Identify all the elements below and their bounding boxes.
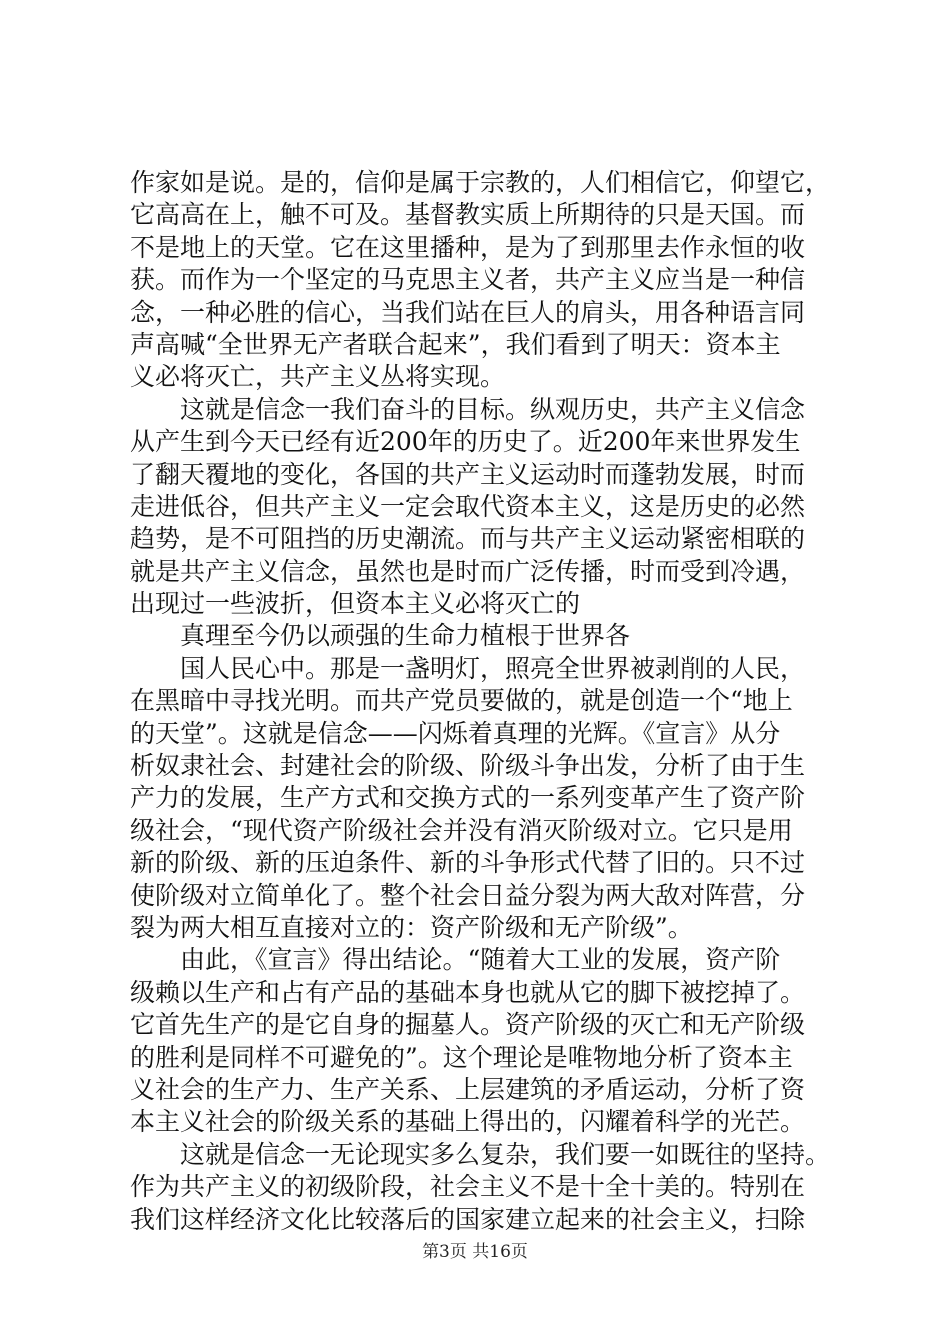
text-line: 这就是信念一我们奋斗的目标。纵观历史，共产主义信念	[180, 394, 806, 424]
text-line: 作为共产主义的初级阶段，社会主义不是十全十美的。特别在	[130, 1172, 806, 1202]
text-line: 的天堂”。这就是信念——闪烁着真理的光辉。《宣言》从分	[130, 718, 781, 748]
text-line: 念，一种必胜的信心，当我们站在巨人的肩头，用各种语言同	[130, 297, 806, 327]
text-line: 这就是信念一无论现实多么复杂，我们要一如既往的坚持。	[180, 1139, 831, 1169]
text-line: 义社会的生产力、生产关系、上层建筑的矛盾运动，分析了资	[130, 1074, 806, 1104]
text-line: 产力的发展，生产方式和交换方式的一系列变革产生了资产阶	[130, 783, 806, 813]
text-line: 从产生到今天已经有近200年的历史了。近200年来世界发生	[130, 427, 801, 457]
text-line: 义必将灭亡，共产主义丛将实现。	[130, 362, 506, 392]
page-footer: 第3页 共16页	[422, 1242, 528, 1262]
text-line: 趋势，是不可阻挡的历史潮流。而与共产主义运动紧密相联的	[130, 524, 806, 554]
text-line: 作家如是说。是的，信仰是属于宗教的，人们相信它，仰望它，	[130, 168, 831, 197]
text-line: 走进低谷，但共产主义一定会取代资本主义，这是历史的必然	[130, 491, 806, 521]
text-line: 我们这样经济文化比较落后的国家建立起来的社会主义，扫除	[130, 1204, 806, 1234]
text-line: 出现过一些波折，但资本主义必将灭亡的	[130, 589, 581, 619]
text-line: 获。而作为一个坚定的马克思主义者，共产主义应当是一种信	[130, 265, 806, 295]
text-line: 它首先生产的是它自身的掘墓人。资产阶级的灭亡和无产阶级	[130, 1010, 806, 1040]
text-line: 真理至今仍以顽强的生命力植根于世界各	[180, 621, 631, 651]
text-line: 级赖以生产和占有产品的基础本身也就从它的脚下被挖掉了。	[130, 977, 806, 1007]
text-line: 就是共产主义信念，虽然也是时而广泛传播，时而受到冷遇，	[130, 556, 806, 586]
text-line: 了翻天覆地的变化，各国的共产主义运动时而蓬勃发展，时而	[130, 459, 806, 489]
text-line: 不是地上的天堂。它在这里播种，是为了到那里去作永恒的收	[130, 232, 806, 262]
text-line: 析奴隶社会、封建社会的阶级、阶级斗争出发，分析了由于生	[130, 751, 806, 781]
text-line: 由此，《宣言》得出结论。“随着大工业的发展，资产阶	[180, 945, 781, 975]
text-line: 它高高在上，触不可及。基督教实质上所期待的只是天国。而	[130, 200, 806, 230]
text-line: 的胜利是同样不可避免的”。这个理论是唯物地分析了资本主	[130, 1042, 793, 1072]
text-line: 国人民心中。那是一盏明灯，照亮全世界被剥削的人民，	[180, 653, 806, 683]
text-line: 使阶级对立简单化了。整个社会日益分裂为两大敌对阵营，分	[130, 880, 806, 910]
text-line: 裂为两大相互直接对立的：资产阶级和无产阶级”。	[130, 912, 693, 942]
text-line: 本主义社会的阶级关系的基础上得出的，闪耀着科学的光芒。	[130, 1107, 806, 1137]
document-body	[130, 167, 830, 1236]
text-line: 新的阶级、新的压迫条件、新的斗争形式代替了旧的。只不过	[130, 848, 806, 878]
text-line: 在黑暗中寻找光明。而共产党员要做的，就是创造一个“地上	[130, 686, 793, 716]
text-line: 级社会，“现代资产阶级社会并没有消灭阶级对立。它只是用	[130, 815, 793, 845]
text-line: 声高喊“全世界无产者联合起来”，我们看到了明天：资本主	[130, 329, 781, 359]
